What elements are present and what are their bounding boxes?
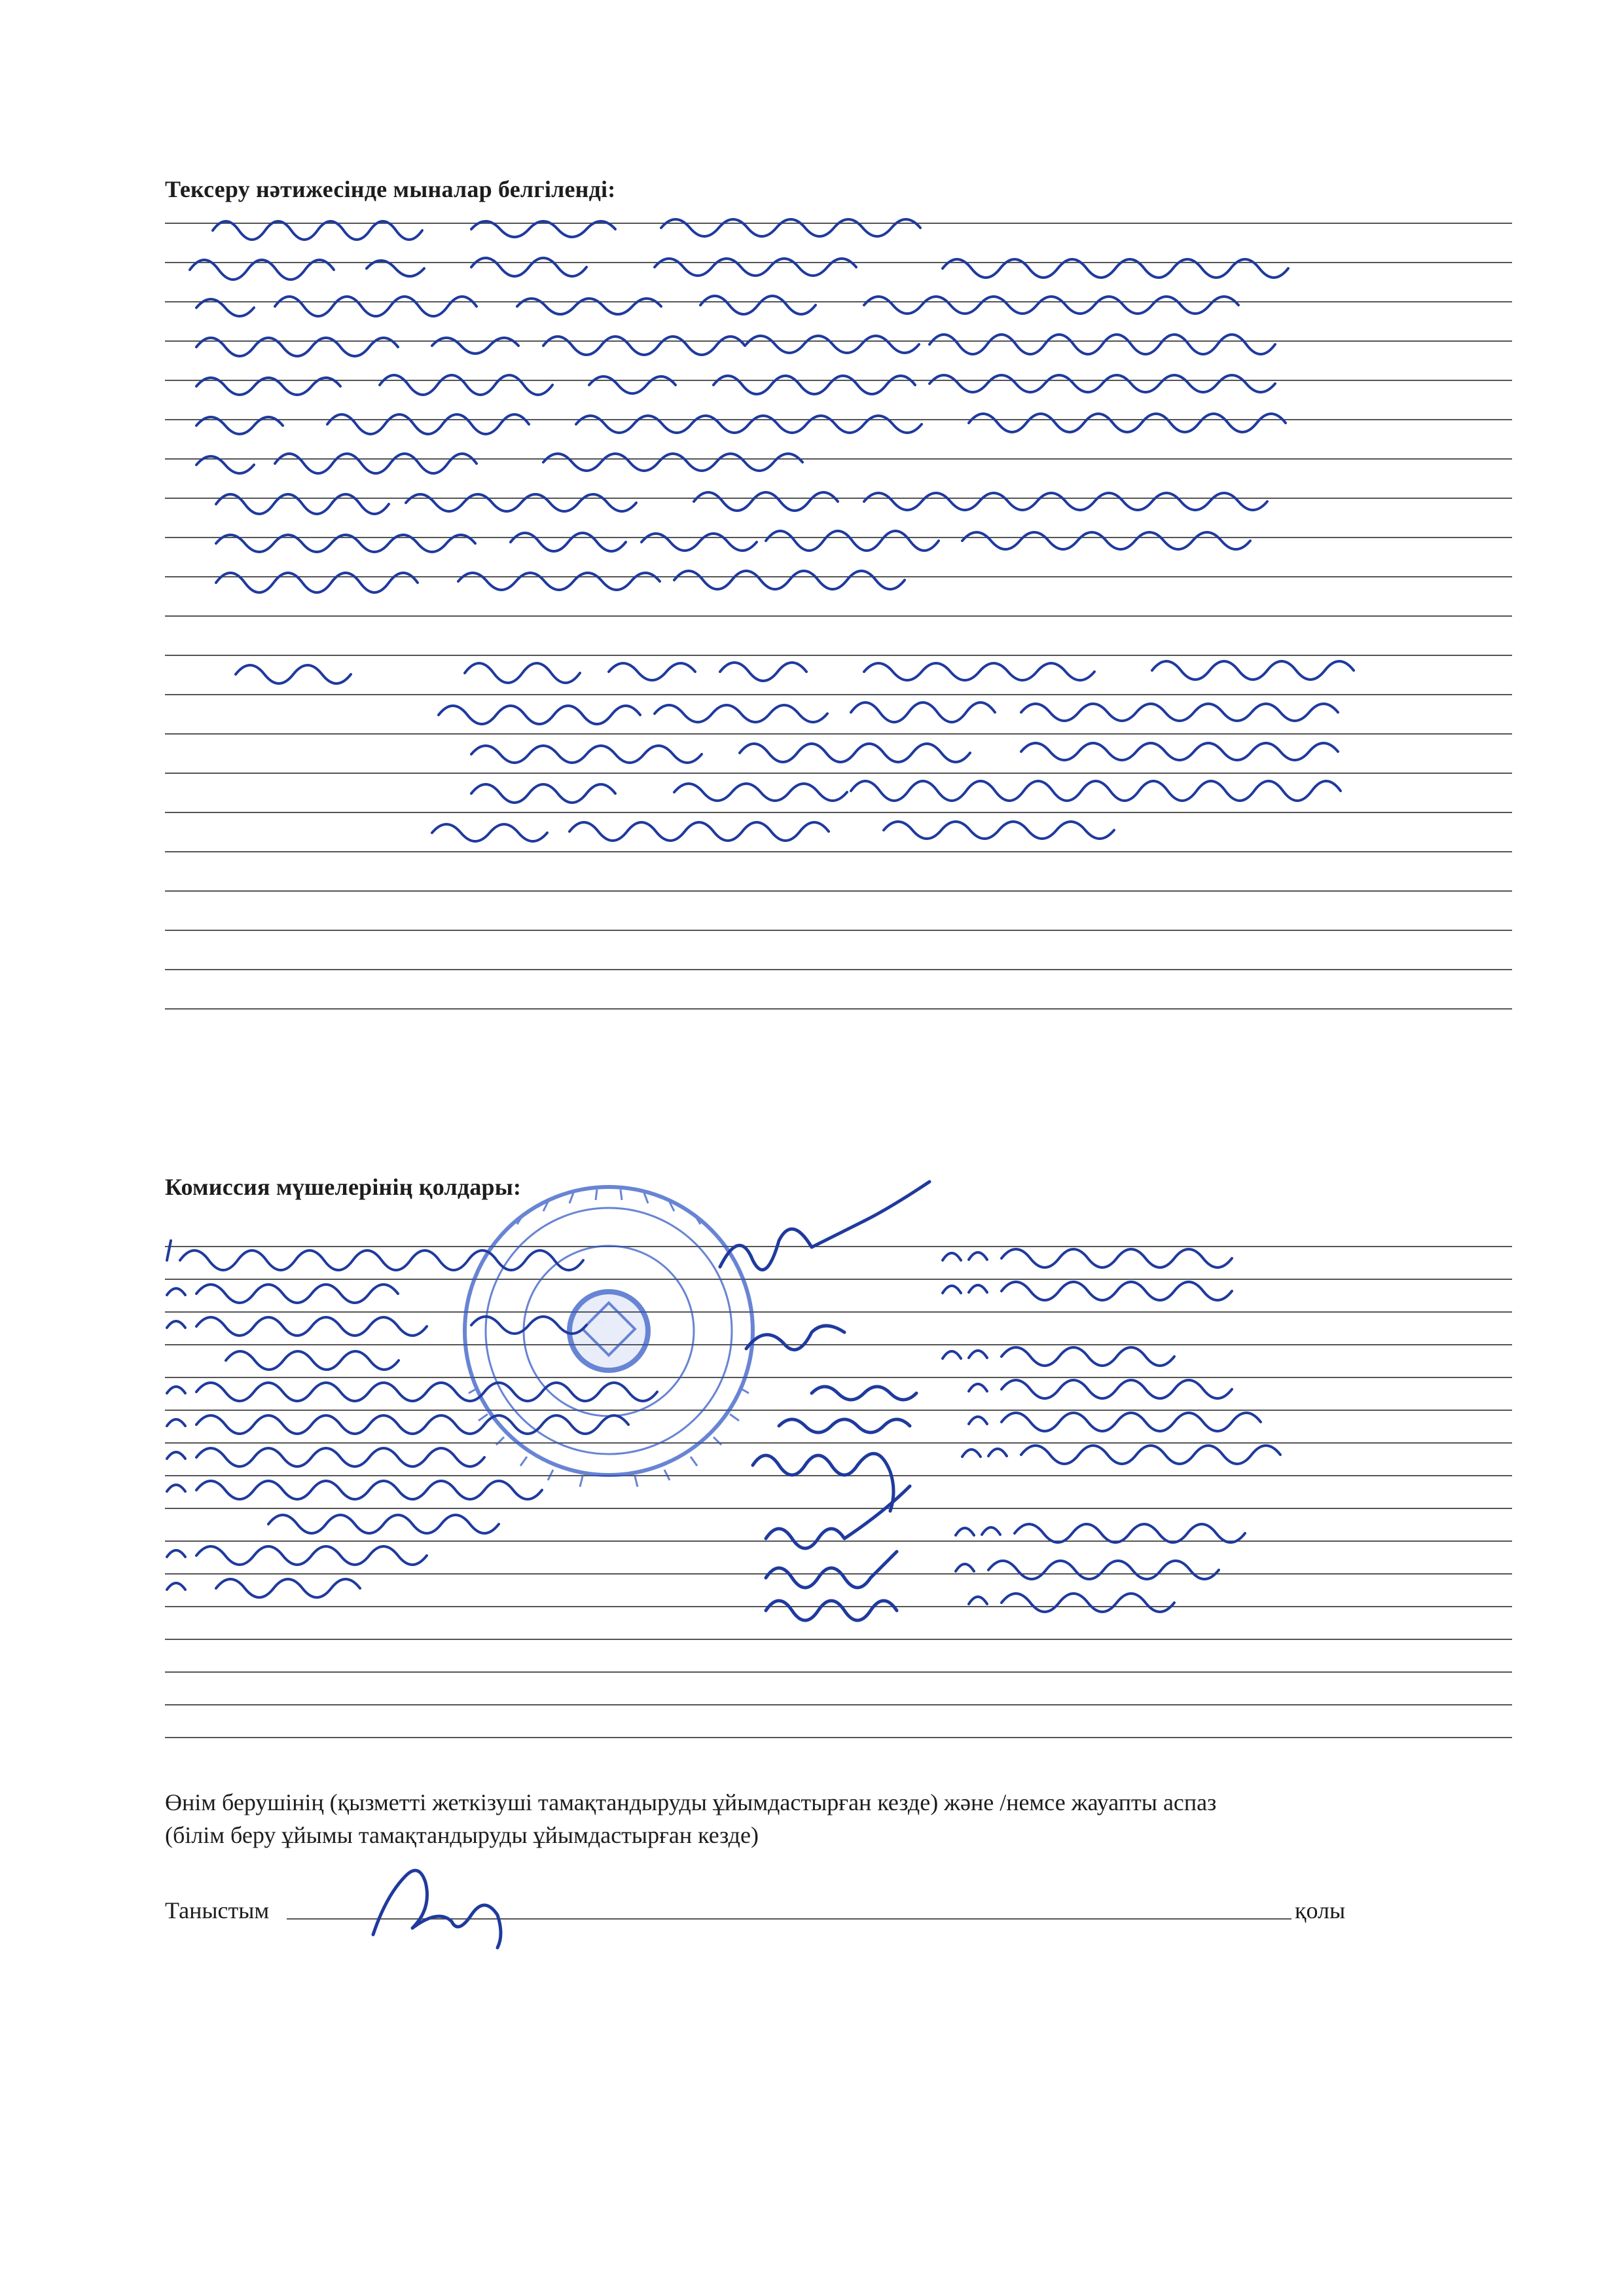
signature-label: қолы (1295, 1897, 1346, 1923)
findings-handwriting (190, 219, 1354, 841)
signatures-heading: Комиссия мүшелерінің қолдары: (165, 1174, 522, 1200)
producer-line-2: (білім беру ұйымы тамақтандыруды ұйымдастырған кезде) (165, 1822, 759, 1848)
commission-signatures (720, 1182, 929, 1620)
findings-heading: Тексеру нәтижесінде мыналар белгіленді: (165, 176, 616, 202)
commission-names-handwriting (943, 1249, 1280, 1612)
acquainted-signature (373, 1870, 501, 1948)
commission-positions-handwriting (167, 1241, 657, 1597)
acquainted-label: Таныстым (165, 1897, 270, 1923)
producer-line-1: Өнім берушінің (қызметті жеткізуші тамақтандыруды ұйымдастырған кезде) және /немсе жауапты аспаз (165, 1789, 1217, 1815)
official-stamp (465, 1187, 753, 1487)
